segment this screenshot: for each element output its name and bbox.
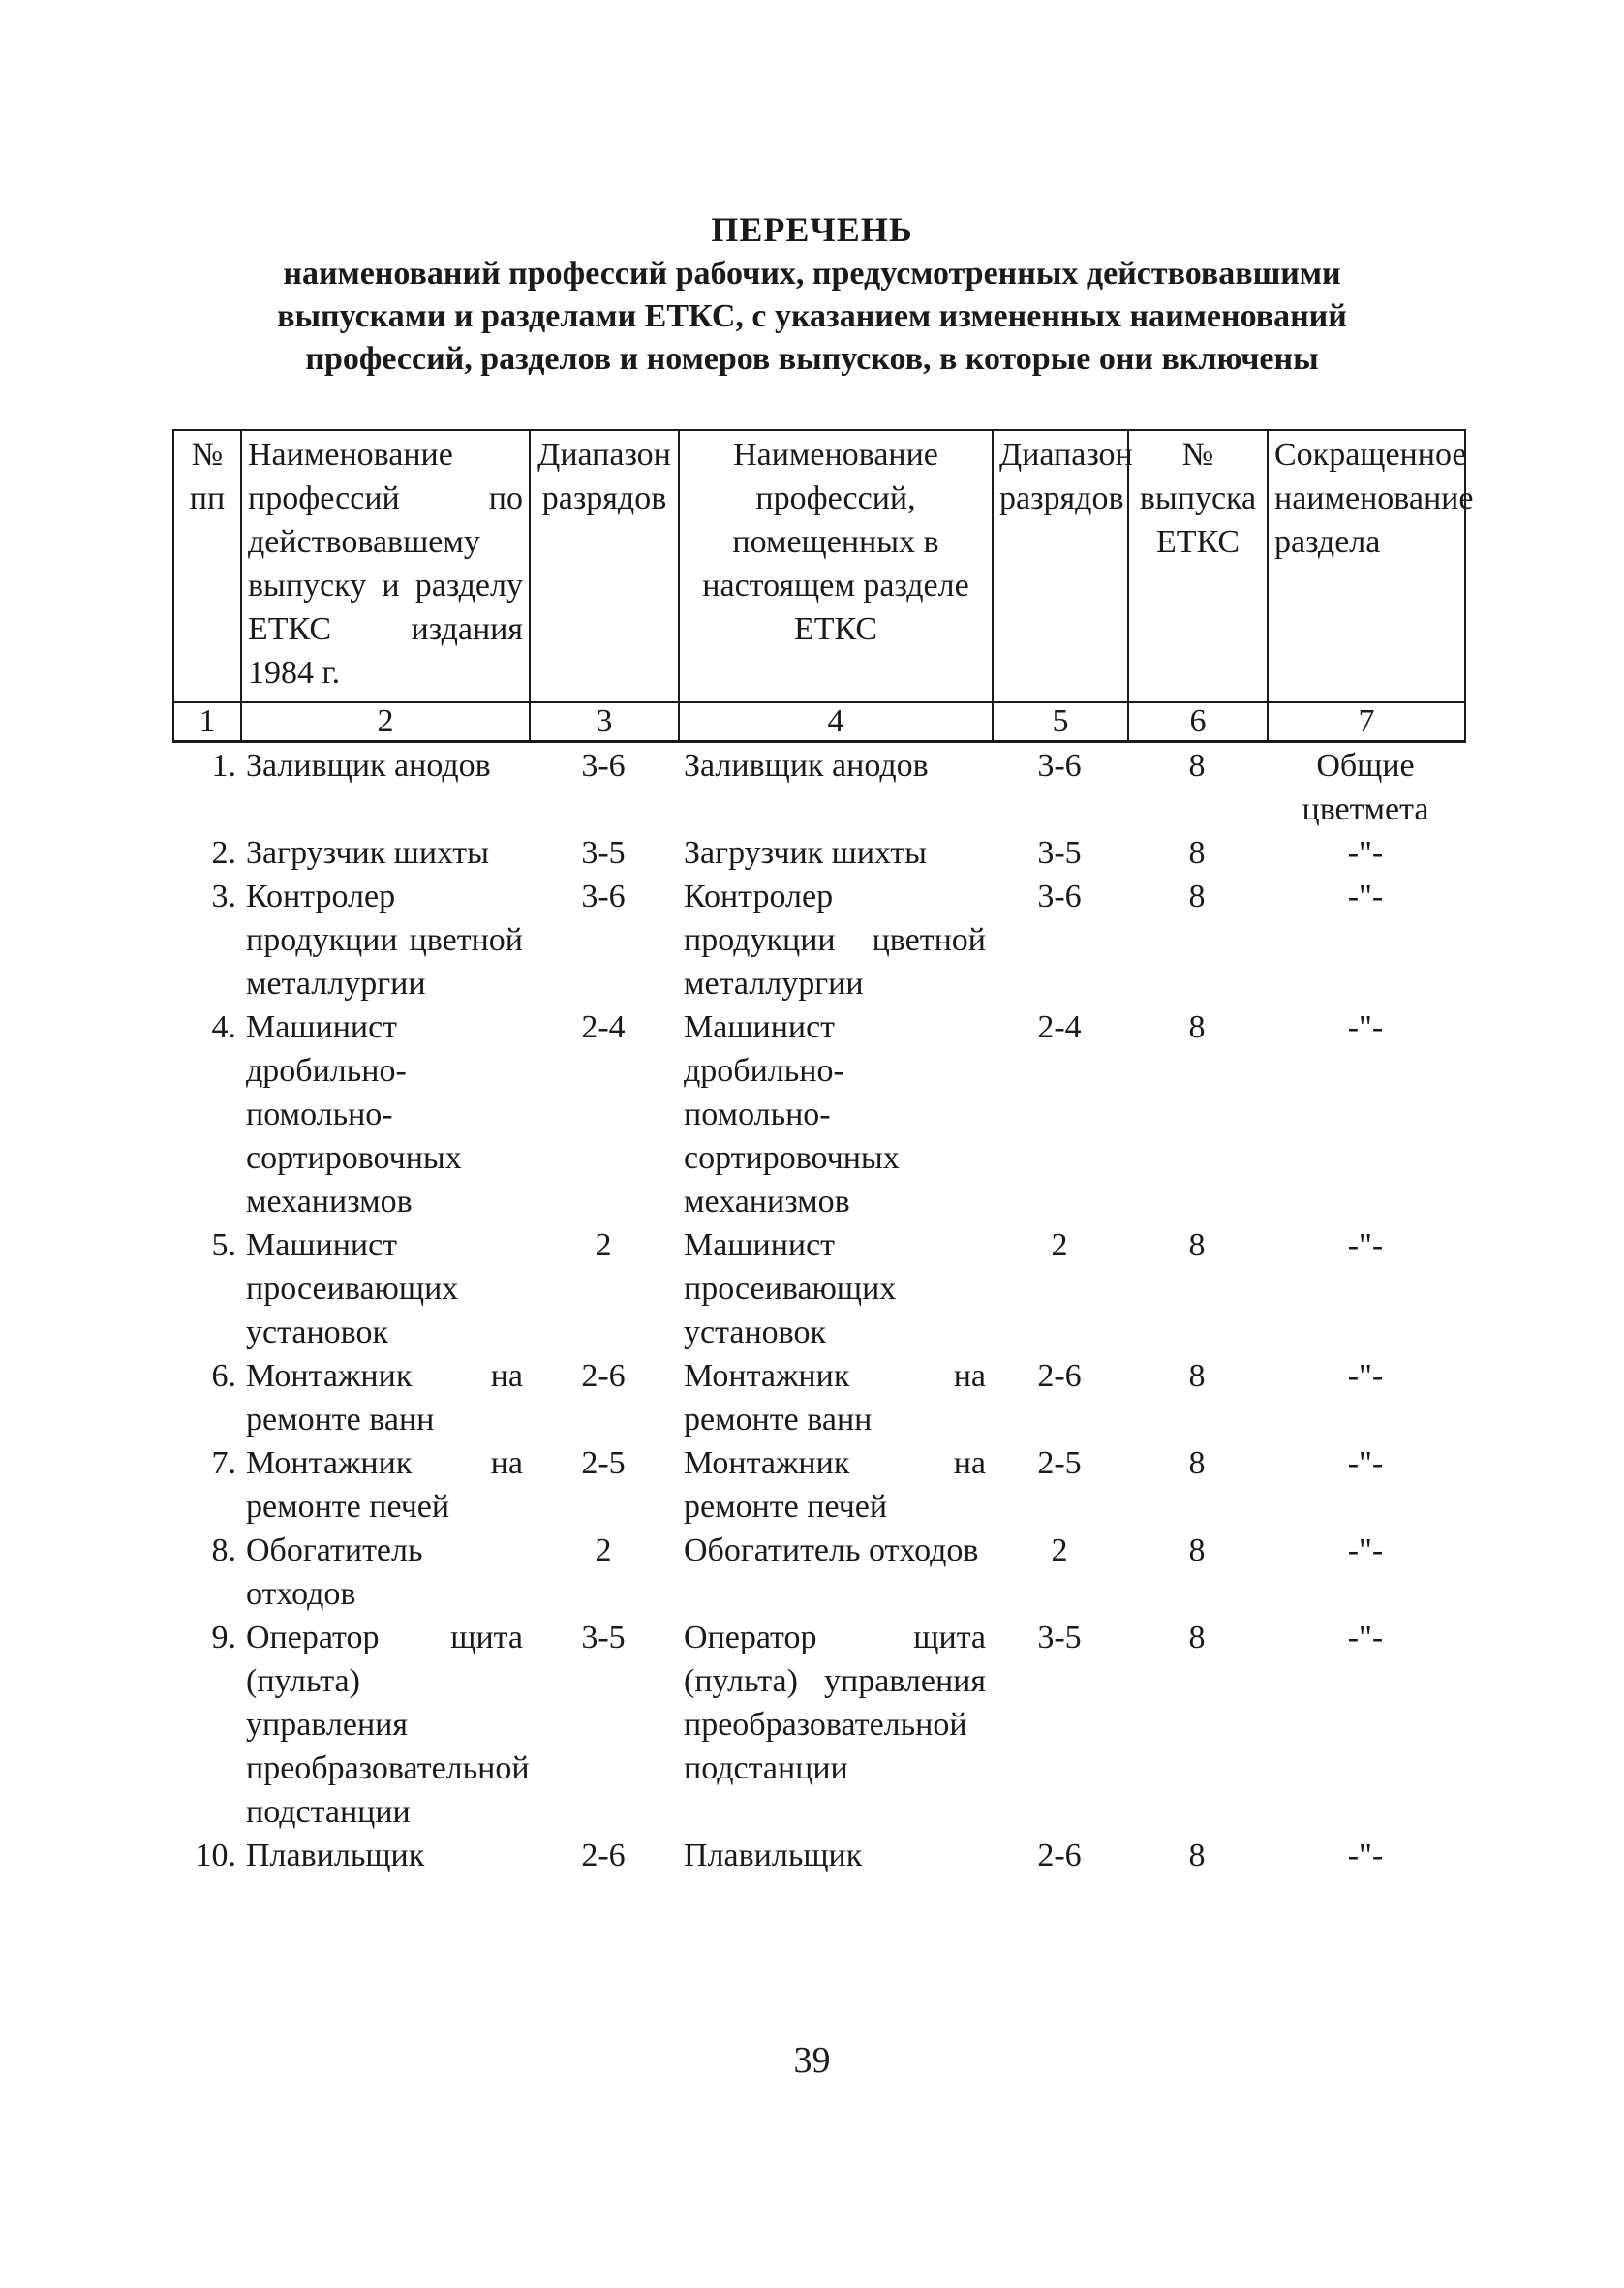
new-profession-name: Машинист просеивающих установок (684, 1227, 897, 1350)
new-grade-range: 2 (1051, 1227, 1068, 1263)
old-grade-range: 3-6 (581, 748, 626, 784)
column-number: 6 (1128, 702, 1268, 742)
new-profession-name: Машинист дробильно-помольно-сортировочных механизмов (684, 1009, 900, 1220)
subtitle-line: профессий, разделов и номеров выпусков, в которые они включены (305, 341, 1319, 377)
new-profession-name: Заливщик анодов (684, 748, 929, 784)
old-profession-name: Машинист просеивающих установок (246, 1227, 459, 1350)
section-name: -"- (1347, 1620, 1384, 1655)
column-number: 4 (679, 702, 993, 742)
issue-number: 8 (1188, 1009, 1206, 1045)
old-grade-range: 2-4 (581, 1009, 626, 1045)
section-name: -"- (1347, 1445, 1384, 1481)
old-grade-range: 2 (595, 1532, 612, 1568)
document-subtitle (145, 253, 1479, 381)
old-profession-name: Обогатитель отходов (246, 1532, 423, 1612)
row-number: 4. (211, 1009, 236, 1045)
old-grade-range: 3-6 (581, 879, 626, 914)
document-heading (145, 208, 1479, 381)
new-profession-name: Оператор щита (пульта) управления преобразовательной подстанции (684, 1620, 986, 1786)
table-row (172, 744, 1464, 831)
row-number: 3. (211, 879, 236, 914)
table-row (172, 1529, 1464, 1616)
section-name: -"- (1347, 879, 1384, 914)
table-row (172, 1354, 1464, 1441)
old-profession-name: Загрузчик шихты (246, 835, 489, 871)
section-name: -"- (1347, 1227, 1384, 1263)
new-profession-name: Контролер продукции цветной металлургии (684, 879, 986, 1002)
new-grade-range: 2-5 (1037, 1445, 1082, 1481)
header-cell-new-name: Наименование профессий, помещенных в настоящем разделе ЕТКС (679, 430, 993, 702)
row-number: 2. (211, 835, 236, 871)
header-cell-number: № пп (173, 430, 241, 702)
new-profession-name: Монтажник на ремонте печей (684, 1445, 986, 1525)
issue-number: 8 (1188, 1532, 1206, 1568)
old-grade-range: 2 (595, 1227, 612, 1263)
page-number: 39 (793, 2040, 831, 2081)
new-grade-range: 3-6 (1037, 879, 1082, 914)
column-number: 5 (993, 702, 1128, 742)
old-profession-name: Монтажник на ремонте ванн (246, 1358, 523, 1438)
table-row (172, 875, 1464, 1005)
header-cell-new-range: Диапазон разрядов (993, 430, 1128, 702)
new-profession-name: Плавильщик (684, 1838, 863, 1873)
subtitle-line: выпусками и разделами ЕТКС, с указанием измененных наименований (277, 298, 1347, 334)
row-number: 10. (195, 1838, 236, 1873)
row-number: 9. (211, 1620, 236, 1655)
row-number: 1. (211, 748, 236, 784)
section-name: -"- (1347, 1838, 1384, 1873)
new-grade-range: 3-5 (1037, 1620, 1082, 1655)
table-row (172, 1441, 1464, 1529)
section-name: -"- (1347, 1009, 1384, 1045)
subtitle-line: наименований профессий рабочих, предусмотренных действовавшими (283, 256, 1341, 292)
column-number: 3 (530, 702, 679, 742)
issue-number: 8 (1188, 1445, 1206, 1481)
document-title: ПЕРЕЧЕНЬ (711, 210, 913, 249)
issue-number: 8 (1188, 1838, 1206, 1873)
new-grade-range: 3-6 (1037, 748, 1082, 784)
row-number: 8. (211, 1532, 236, 1568)
old-profession-name: Машинист дробильно-помольно-сортировочных механизмов (246, 1009, 462, 1220)
issue-number: 8 (1188, 1620, 1206, 1655)
header-cell-old-name: Наименование профессий по действовавшему выпуску и разделу ЕТКС издания 1984 г. (241, 430, 530, 702)
old-profession-name: Плавильщик (246, 1838, 425, 1873)
issue-number: 8 (1188, 1358, 1206, 1394)
old-grade-range: 2-5 (581, 1445, 626, 1481)
header-cell-section: Сокращенное наименование раздела (1268, 430, 1465, 702)
section-name: Общие цветмета (1302, 748, 1429, 827)
new-grade-range: 2-4 (1037, 1009, 1082, 1045)
old-grade-range: 3-5 (581, 835, 626, 871)
old-profession-name: Монтажник на ремонте печей (246, 1445, 523, 1525)
issue-number: 8 (1188, 879, 1206, 914)
row-number: 6. (211, 1358, 236, 1394)
section-name: -"- (1347, 835, 1384, 871)
old-grade-range: 2-6 (581, 1358, 626, 1394)
new-grade-range: 2-6 (1037, 1358, 1082, 1394)
old-grade-range: 3-5 (581, 1620, 626, 1655)
column-number: 2 (241, 702, 530, 742)
row-number: 7. (211, 1445, 236, 1481)
table-row (172, 1005, 1464, 1223)
issue-number: 8 (1188, 835, 1206, 871)
table-header (172, 429, 1474, 743)
old-grade-range: 2-6 (581, 1838, 626, 1873)
column-number: 7 (1268, 702, 1465, 742)
new-profession-name: Загрузчик шихты (684, 835, 927, 871)
table-row (172, 1223, 1464, 1354)
row-number: 5. (211, 1227, 236, 1263)
section-name: -"- (1347, 1358, 1384, 1394)
new-profession-name: Монтажник на ремонте ванн (684, 1358, 986, 1438)
old-profession-name: Заливщик анодов (246, 748, 491, 784)
table-body (172, 744, 1464, 1877)
old-profession-name: Оператор щита (пульта) управления преобразовательной подстанции (246, 1620, 530, 1830)
table-row (172, 1834, 1464, 1877)
issue-number: 8 (1188, 748, 1206, 784)
table-row (172, 1616, 1464, 1834)
issue-number: 8 (1188, 1227, 1206, 1263)
new-profession-name: Обогатитель отходов (684, 1532, 979, 1568)
old-profession-name: Контролер продукции цветной металлургии (246, 879, 523, 1002)
table-row (172, 831, 1464, 875)
header-cell-issue: № выпуска ЕТКС (1128, 430, 1268, 702)
new-grade-range: 2-6 (1037, 1838, 1082, 1873)
new-grade-range: 2 (1051, 1532, 1068, 1568)
column-number: 1 (173, 702, 241, 742)
new-grade-range: 3-5 (1037, 835, 1082, 871)
section-name: -"- (1347, 1532, 1384, 1568)
header-cell-old-range: Диапазон разрядов (530, 430, 679, 702)
